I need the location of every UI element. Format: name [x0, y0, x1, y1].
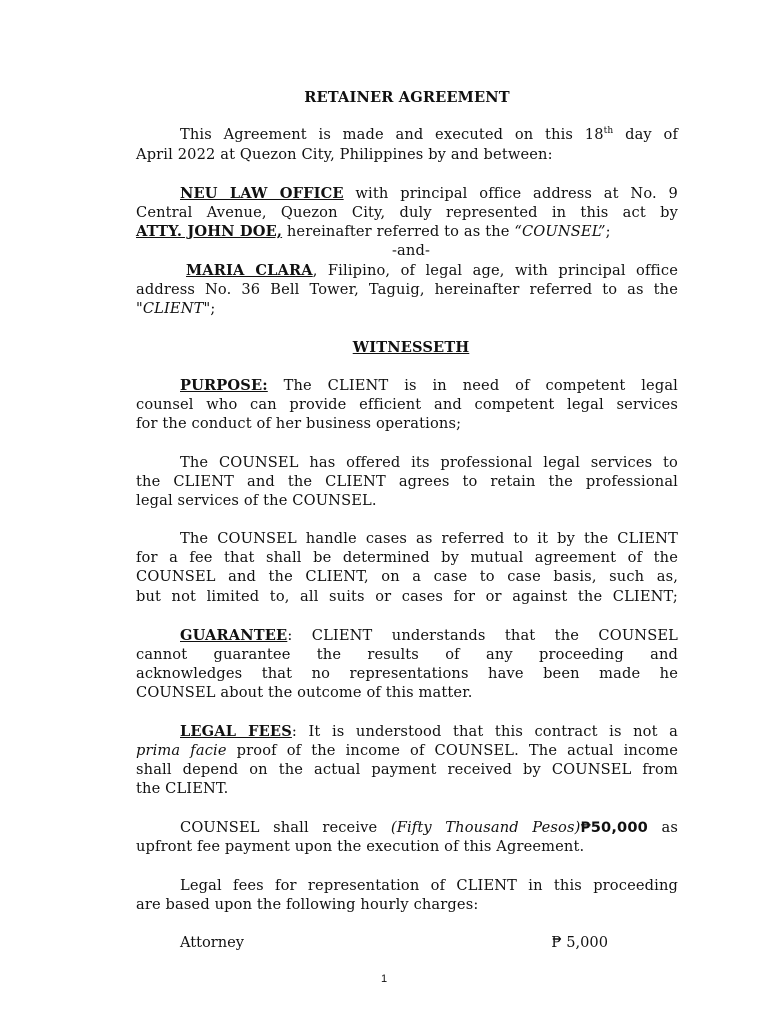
and-separator: -and- [391, 242, 431, 259]
counsel-name: NEU LAW OFFICE [180, 185, 344, 202]
guarantee-line-2: cannot guarantee the results of any proceeding and [136, 646, 678, 663]
counsel-address: with principal office address at No. 9 [343, 185, 678, 202]
upfront-line-2: upfront fee payment upon the execution of this Agreement. [136, 838, 585, 855]
offer-line-1: The COUNSEL has offered its professional legal services to [180, 454, 678, 471]
upfront-line-1 [136, 818, 678, 837]
fee-role: Attorney [180, 934, 245, 951]
guarantee-line-4: COUNSEL about the outcome of this matter. [136, 684, 473, 701]
legal-fees-line-2-text: proof of the income of COUNSEL. The actual income [226, 742, 678, 759]
legal-fees-heading: LEGAL FEES [180, 723, 292, 740]
client-name: MARIA CLARA [186, 262, 313, 279]
upfront-amount-words: (Fifty Thousand Pesos) [390, 819, 581, 836]
prima-facie-term: prima facie [136, 742, 227, 759]
counsel-line-2: Central Avenue, Quezon City, duly represented in this act by [136, 204, 678, 221]
hourly-line-2: are based upon the following hourly charges: [136, 896, 479, 913]
offer-line-2: the CLIENT and the CLIENT agrees to retain the professional [136, 473, 678, 490]
offer-line-3: legal services of the COUNSEL. [136, 492, 377, 509]
intro-text: This Agreement is made and executed on this 18 [180, 126, 604, 143]
document-title: RETAINER AGREEMENT [304, 89, 510, 106]
guarantee-text: : CLIENT understands that the COUNSEL [287, 627, 678, 644]
client-line-3 [136, 299, 678, 318]
counsel-line-3 [136, 222, 678, 241]
counsel-ref-text: hereinafter referred to as the [282, 223, 515, 240]
handle-line-2: for a fee that shall be determined by mutual agreement of the [136, 549, 678, 566]
upfront-amount: ₱50,000 [580, 819, 648, 836]
counsel-attorney: ATTY. JOHN DOE, [136, 223, 283, 240]
counsel-alias: “COUNSEL” [514, 223, 606, 240]
witnesseth-heading: WITNESSETH [352, 339, 470, 356]
guarantee-line-1 [136, 626, 678, 645]
upfront-text: COUNSEL shall receive [180, 819, 391, 836]
handle-line-4: but not limited to, all suits or cases for or against the CLIENT; [136, 588, 678, 605]
purpose-line-2: counsel who can provide efficient and competent legal services [136, 396, 678, 413]
fee-rate: ₱ 5,000 [551, 934, 608, 951]
legal-fees-line-4: the CLIENT. [136, 780, 229, 797]
guarantee-heading: GUARANTEE [180, 627, 288, 644]
counsel-semicolon: ; [605, 223, 611, 240]
legal-fees-line-3: shall depend on the actual payment received by COUNSEL from [136, 761, 678, 778]
counsel-line-1 [136, 184, 678, 203]
intro-text-end: day of [613, 126, 678, 143]
handle-line-3: COUNSEL and the CLIENT, on a case to case basis, such as, [136, 568, 678, 585]
purpose-line-1 [136, 376, 678, 395]
legal-fees-line-1 [136, 722, 678, 741]
guarantee-line-3: acknowledges that no representations have been made he [136, 665, 678, 682]
legal-fees-line-2 [136, 741, 678, 760]
client-line-1 [136, 261, 678, 280]
fee-row [180, 933, 608, 952]
intro-superscript: th [603, 126, 614, 136]
purpose-line-3: for the conduct of her business operations; [136, 415, 462, 432]
hourly-line-1: Legal fees for representation of CLIENT in this proceeding [180, 877, 678, 894]
purpose-text: The CLIENT is in need of competent legal [267, 377, 678, 394]
client-line-2: address No. 36 Bell Tower, Taguig, hereinafter referred to as the [136, 281, 678, 298]
handle-line-1: The COUNSEL handle cases as referred to it by the CLIENT [180, 530, 678, 547]
intro-line-1 [136, 125, 678, 144]
upfront-text-end: as [647, 819, 678, 836]
client-details: , Filipino, of legal age, with principal office [312, 262, 678, 279]
legal-fees-text: : It is understood that this contract is not a [291, 723, 678, 740]
purpose-heading: PURPOSE: [180, 377, 268, 394]
client-alias: "CLIENT" [136, 300, 211, 317]
intro-line-2: April 2022 at Quezon City, Philippines by and between: [136, 146, 553, 163]
page-number: 1 [380, 973, 388, 985]
client-semicolon: ; [210, 300, 216, 317]
